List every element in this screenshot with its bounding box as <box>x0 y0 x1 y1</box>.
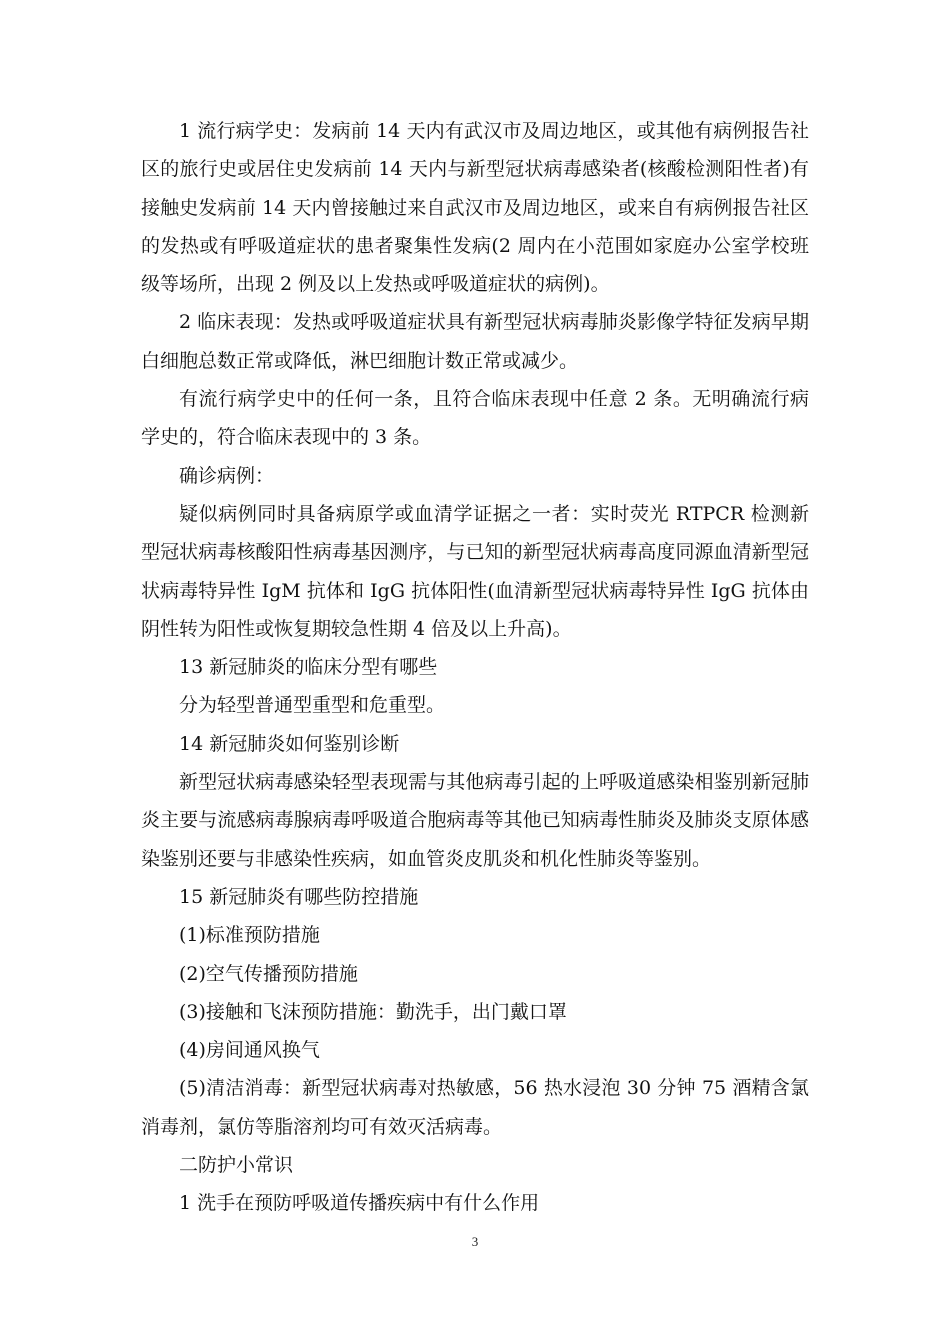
paragraph-confirmed-criteria: 疑似病例同时具备病原学或血清学证据之一者：实时荧光 RTPCR 检测新型冠状病毒核酸阳性病毒基因测序，与已知的新型冠状病毒高度同源血清新型冠状病毒特异性 IgM 抗体和 IgG 抗体阳性(血清新型冠状病毒特异性 IgG 抗体由阴性转为阳性或恢复期较急性期 4 倍及以上升高)。 <box>141 502 809 640</box>
question-14-heading: 14 新冠肺炎如何鉴别诊断 <box>179 732 400 755</box>
measure-item-1: (1)标准预防措施 <box>179 924 320 947</box>
paragraph-epidemiology-history: 1 流行病学史：发病前 14 天内有武汉市及周边地区，或其他有病例报告社区的旅行史或居住史发病前 14 天内与新型冠状病毒感染者(核酸检测阳性者)有接触史发病前 14 天内曾接触过来自武汉市及周边地区，或来自有病例报告社区的发热或有呼吸道症状的患者聚集性发病(2 周内在小范围如家庭办公室学校班级等场所，出现 2 例及以上发热或呼吸道症状的病例)。 <box>141 120 809 296</box>
measure-item-5: (5)清洁消毒：新型冠状病毒对热敏感，56 热水浸泡 30 分钟 75 酒精含氯消毒剂，氯仿等脂溶剂均可有效灭活病毒。 <box>141 1077 809 1138</box>
measure-item-3: (3)接触和飞沫预防措施：勤洗手，出门戴口罩 <box>179 1000 567 1023</box>
document-body <box>141 112 809 1223</box>
question-13-heading: 13 新冠肺炎的临床分型有哪些 <box>179 656 438 679</box>
answer-13: 分为轻型普通型重型和危重型。 <box>179 694 446 717</box>
answer-14: 新型冠状病毒感染轻型表现需与其他病毒引起的上呼吸道感染相鉴别新冠肺炎主要与流感病毒腺病毒呼吸道合胞病毒等其他已知病毒性肺炎及肺炎支原体感染鉴别还要与非感染性疾病，如血管炎皮肌炎和机化性肺炎等鉴别。 <box>141 771 809 870</box>
paragraph-suspected-criteria: 有流行病学史中的任何一条，且符合临床表现中任意 2 条。无明确流行病学史的，符合临床表现中的 3 条。 <box>141 388 809 449</box>
question-15-heading: 15 新冠肺炎有哪些防控措施 <box>179 885 419 908</box>
measure-item-4: (4)房间通风换气 <box>179 1039 320 1062</box>
page-number: 3 <box>471 1234 479 1249</box>
section-protection-heading: 二防护小常识 <box>179 1154 294 1177</box>
paragraph-confirmed-heading: 确诊病例： <box>179 464 275 487</box>
paragraph-clinical-manifestation: 2 临床表现：发热或呼吸道症状具有新型冠状病毒肺炎影像学特征发病早期白细胞总数正常或降低，淋巴细胞计数正常或减少。 <box>141 311 809 372</box>
question-handwashing: 1 洗手在预防呼吸道传播疾病中有什么作用 <box>179 1192 540 1215</box>
measure-item-2: (2)空气传播预防措施 <box>179 962 358 985</box>
